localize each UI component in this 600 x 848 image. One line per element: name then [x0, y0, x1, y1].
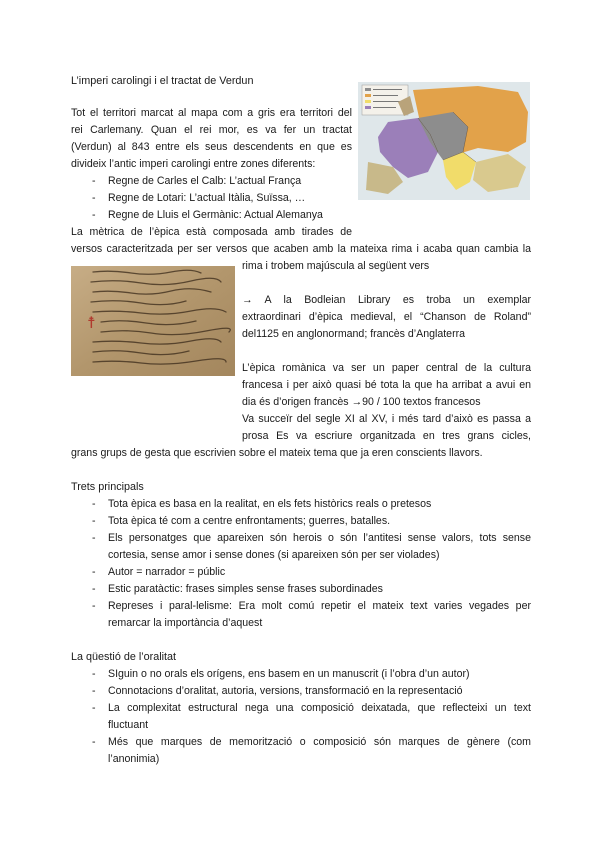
trait-item: Els personatges que apareixen són herois o són l’antitesi sense valors, tots sense — [108, 532, 531, 544]
trait-item: Autor = narrador = públic — [108, 566, 226, 578]
trait-item: Tota èpica es basa en la realitat, en els fets històrics reals o pretesos — [108, 498, 432, 510]
orality-item-cont: l’anonimia) — [108, 753, 160, 765]
manuscript-graphic — [71, 266, 235, 376]
orality-item: La complexitat estructural nega una composició deixatada, que reflecteixi un text — [108, 702, 531, 714]
legend-swatch — [365, 94, 371, 97]
bullet-marker: - — [92, 685, 96, 697]
romanic-line: francesa i per això quasi bé tota la que ha arribat a avui en — [242, 379, 531, 391]
bullet-marker: - — [92, 736, 96, 748]
intro-line: (Verdun) al 843 entre els seus descendents en que es — [71, 141, 352, 153]
map-graphic — [358, 82, 530, 200]
trait-item: Represes i paral-lelisme: Era molt comú repetir el mateix text varies vegades per — [108, 600, 531, 612]
bodleian-line: → A la Bodleian Library es troba un exemplar — [242, 294, 531, 306]
romanic-line: Va succeïr del segle XI al XV, i més tard d’això es passa a — [242, 413, 531, 425]
bullet-marker: - — [92, 702, 96, 714]
metrics-line: La mètrica de l’èpica està composada amb tirades de — [71, 226, 352, 238]
bullet-marker: - — [92, 532, 96, 544]
intro-line: Tot el territori marcat al mapa com a gris era territori del — [71, 107, 352, 119]
bullet-marker: - — [92, 209, 96, 221]
carolingian-empire-map — [358, 82, 530, 200]
manuscript-image — [71, 266, 235, 376]
bullet-marker: - — [92, 566, 96, 578]
trait-item: Tota èpica té com a centre enfrontaments; guerres, batalles. — [108, 515, 391, 527]
bullet-marker: - — [92, 600, 96, 612]
intro-line: rei Carlemany. Quan el rei mor, es va fer un tractat — [71, 124, 352, 136]
kingdom-item: Regne de Lluis el Germànic: Actual Alemanya — [108, 209, 323, 221]
bodleian-line: del1125 en anglonormand; francès d’Anglaterra — [242, 328, 466, 340]
bodleian-line: extraordinari d’èpica medieval, el “Chanson de Roland” — [242, 311, 531, 323]
romanic-line: dia és d’origen francès →90 / 100 textos francesos — [242, 396, 481, 408]
trait-item-cont: cortesia, sense amor i sense dones (si apareixen són per ser violades) — [108, 549, 440, 561]
bullet-marker: - — [92, 498, 96, 510]
kingdom-item: Regne de Carles el Calb: L’actual França — [108, 175, 302, 187]
page-title: L’imperi carolingi i el tractat de Verdun — [71, 75, 254, 87]
orality-item-cont: fluctuant — [108, 719, 149, 731]
metrics-line: versos caracteritzada per ser versos que acaben amb la mateixa rima i acaba quan cambia la — [71, 243, 531, 255]
trait-item: Estic paratàctic: frases simples sense frases subordinades — [108, 583, 383, 595]
kingdom-item: Regne de Lotari: L’actual Itàlia, Suïssa, … — [108, 192, 306, 204]
bullet-marker: - — [92, 668, 96, 680]
orality-item: Més que marques de memorització o composició són marques de gènere (com — [108, 736, 531, 748]
section-heading: La qüestió de l’oralitat — [71, 651, 177, 663]
bullet-marker: - — [92, 583, 96, 595]
romanic-line: prosa Es va escriure organitzada en tres grans cicles, — [242, 430, 531, 442]
legend-swatch — [365, 106, 371, 109]
legend-swatch — [365, 88, 371, 91]
metrics-line: rima i trobem majúscula al següent vers — [242, 260, 430, 272]
intro-line: divideix l’antic imperi carolingi entre zones diferents: — [71, 158, 316, 170]
bullet-marker: - — [92, 175, 96, 187]
legend-swatch — [365, 100, 371, 103]
orality-item: SIguin o no orals els orígens, ens basem en un manuscrit (i l’obra d’un autor) — [108, 668, 470, 680]
trait-item-cont: remarcar la importància d’aquest — [108, 617, 263, 629]
red-initial: ☨ — [87, 313, 96, 332]
bullet-marker: - — [92, 192, 96, 204]
romanic-line: grans grups de gesta que escrivien sobre el mateix tema que ja eren conscients llavors. — [71, 447, 483, 459]
romanic-line: L’èpica romànica va ser un paper central de la cultura — [242, 362, 531, 374]
bullet-marker: - — [92, 515, 96, 527]
section-heading: Trets principals — [71, 481, 144, 493]
orality-item: Connotacions d’oralitat, autoria, versions, transformació en la representació — [108, 685, 463, 697]
